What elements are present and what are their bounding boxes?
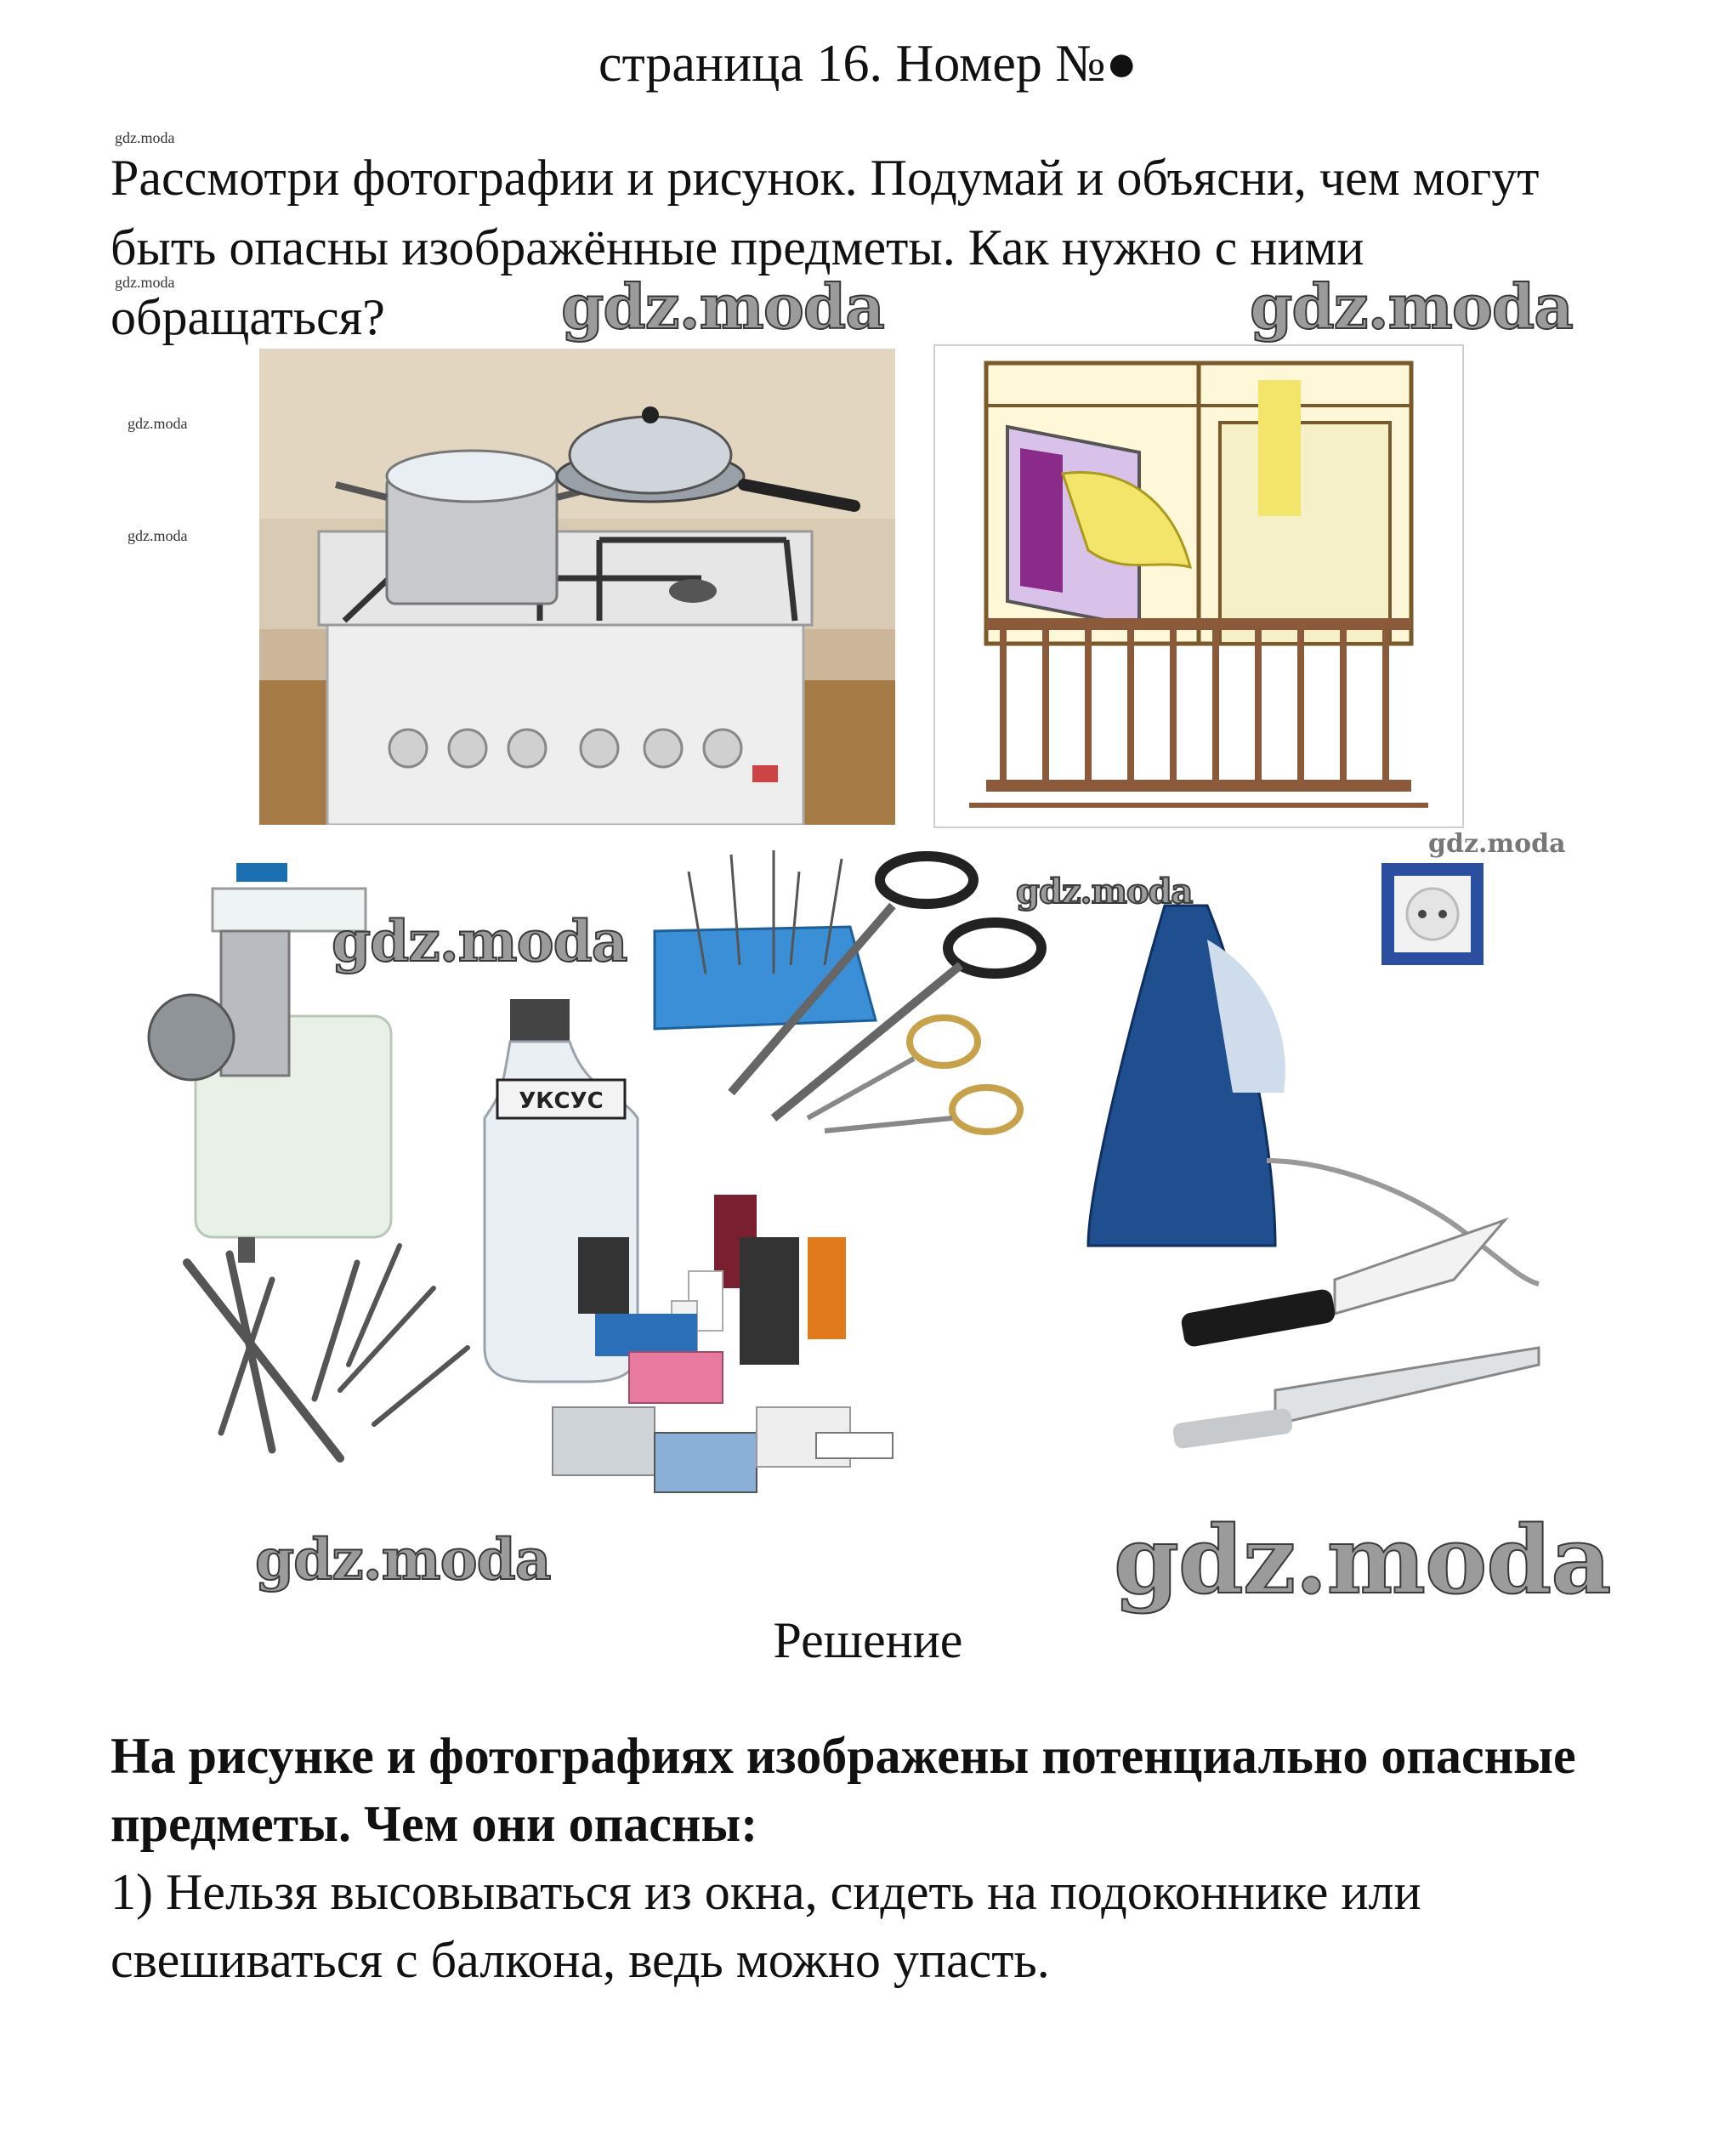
watermark: gdz.moda (255, 1526, 551, 1593)
watermark: gdz.moda (1428, 829, 1566, 859)
page-title: страница 16. Номер №● (599, 35, 1137, 93)
watermark: gdz.moda (561, 270, 884, 343)
stove-photo (259, 349, 895, 825)
watermark-small: gdz.moda (115, 274, 175, 291)
watermark-small: gdz.moda (128, 527, 188, 544)
solution-item: 1) Нельзя высовываться из окна, сидеть на подоконнике или свешиваться с балкона, ведь можно упасть. (111, 1864, 1421, 1988)
watermark: gdz.moda (1016, 872, 1193, 912)
watermark: gdz.moda (332, 908, 627, 974)
solution-answer (111, 1722, 1632, 1994)
watermark: gdz.moda (1114, 1505, 1611, 1615)
solution-title: Решение (773, 1612, 963, 1668)
balcony-drawing (933, 344, 1464, 828)
bottle-label: УКСУС (519, 1088, 604, 1114)
watermark: gdz.moda (1250, 270, 1573, 343)
watermark-small: gdz.moda (128, 415, 188, 432)
task-text: Рассмотри фотографии и рисунок. Подумай и объясни, чем могут быть опасны изображённые предметы. Как нужно с ними обращаться? (111, 150, 1540, 345)
solution-intro: На рисунке и фотографиях изображены потенциально опасные предметы. Чем они опасны: (111, 1728, 1576, 1852)
watermark-small: gdz.moda (115, 129, 175, 146)
